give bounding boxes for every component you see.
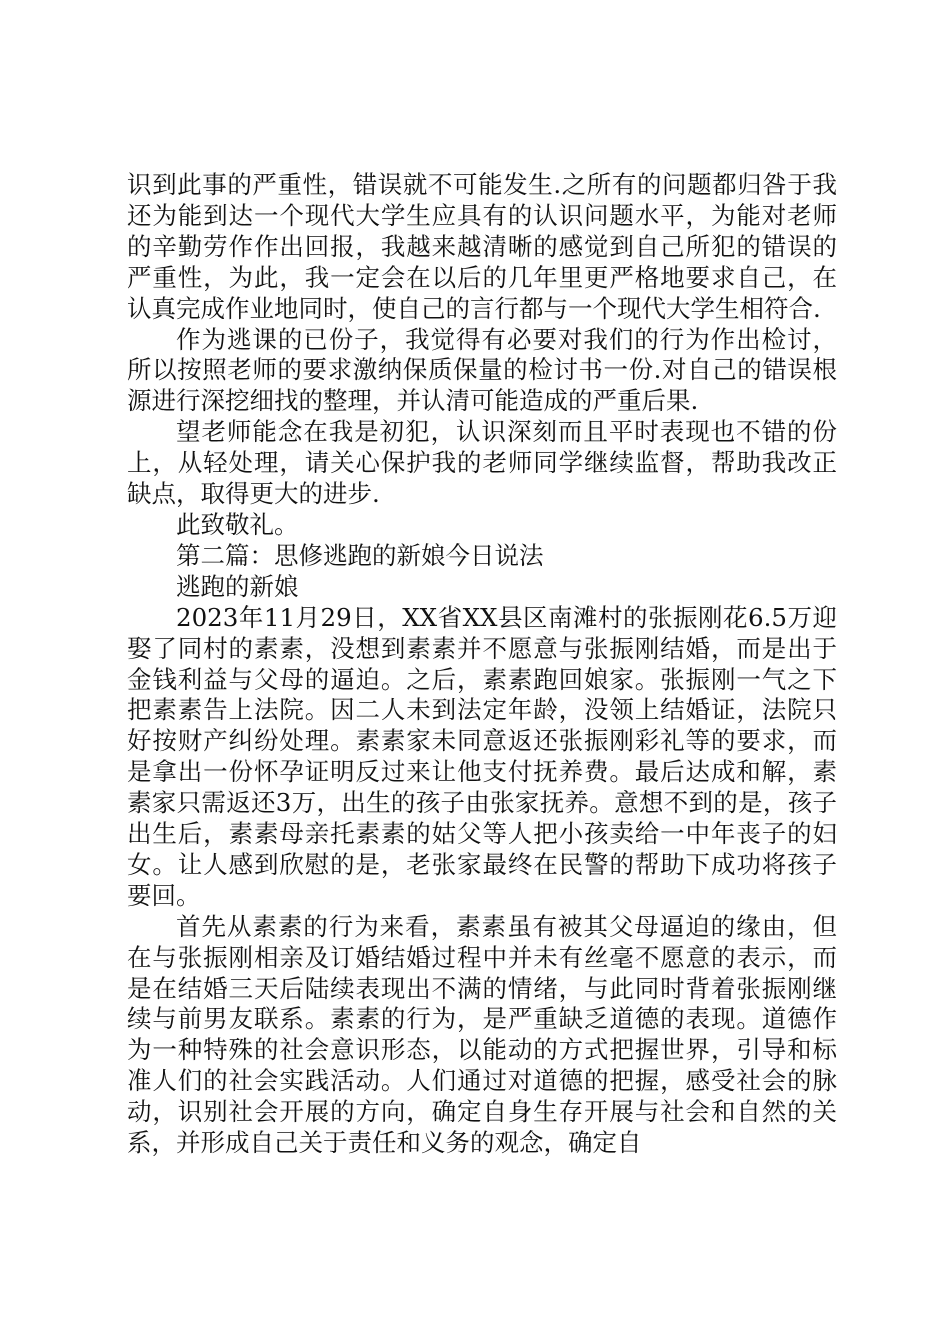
section-heading: 第二篇：思修逃跑的新娘今日说法 <box>176 540 544 570</box>
closing-salutation: 此致敬礼。 <box>176 509 299 539</box>
paragraph-analysis: 首先从素素的行为来看，素素虽有被其父母逼迫的缘由，但在与张振刚相亲及订婚结婚过程中并未有丝毫不愿意的表示，而是在结婚三天后陆续表现出不满的情绪，与此同时背着张振刚继续与前男友联系。素素的行为，是严重缺乏道德的表现。道德作为一种特殊的社会意识形态，以能动的方式把握世界，引导和标准人们的社会实践活动。人们通过对道德的把握，感受社会的脉动，识别社会开展的方向，确定自身生存开展与社会和自然的关系，并形成自己关于责任和义务的观念，确定自 <box>127 911 837 1158</box>
paragraph-1: 识到此事的严重性，错误就不可能发生.之所有的问题都归咎于我还为能到达一个现代大学生应具有的认识问题水平，为能对老师的辛勤劳作作出回报，我越来越清晰的感觉到自己所犯的错误的严重性，为此，我一定会在以后的几年里更严格地要求自己，在认真完成作业地同时，使自己的言行都与一个现代大学生相符合. <box>127 170 837 323</box>
section-subtitle: 逃跑的新娘 <box>176 571 299 601</box>
paragraph-2: 作为逃课的已份子，我觉得有必要对我们的行为作出检讨，所以按照老师的要求激纳保质保量的检讨书一份.对自己的错误根源进行深挖细找的整理，并认清可能造成的严重后果. <box>127 324 837 416</box>
paragraph-3: 望老师能念在我是初犯，认识深刻而且平时表现也不错的份上，从轻处理，请关心保护我的老师同学继续监督，帮助我改正缺点，取得更大的进步. <box>127 417 837 509</box>
document-body <box>127 170 837 1159</box>
paragraph-case-story: 2023年11月29日，XX省XX县区南滩村的张振刚花6.5万迎娶了同村的素素，没想到素素并不愿意与张振刚结婚，而是出于金钱利益与父母的逼迫。之后，素素跑回娘家。张振刚一气之下把素素告上法院。因二人未到法定年龄，没领上结婚证，法院只好按财产纠纷处理。素素家未同意返还张振刚彩礼等的要求，而是拿出一份怀孕证明反过来让他支付抚养费。最后达成和解，素素家只需返还3万，出生的孩子由张家抚养。意想不到的是，孩子出生后，素素母亲托素素的姑父等人把小孩卖给一中年丧子的妇女。让人感到欣慰的是，老张家最终在民警的帮助下成功将孩子要回。 <box>127 602 837 910</box>
